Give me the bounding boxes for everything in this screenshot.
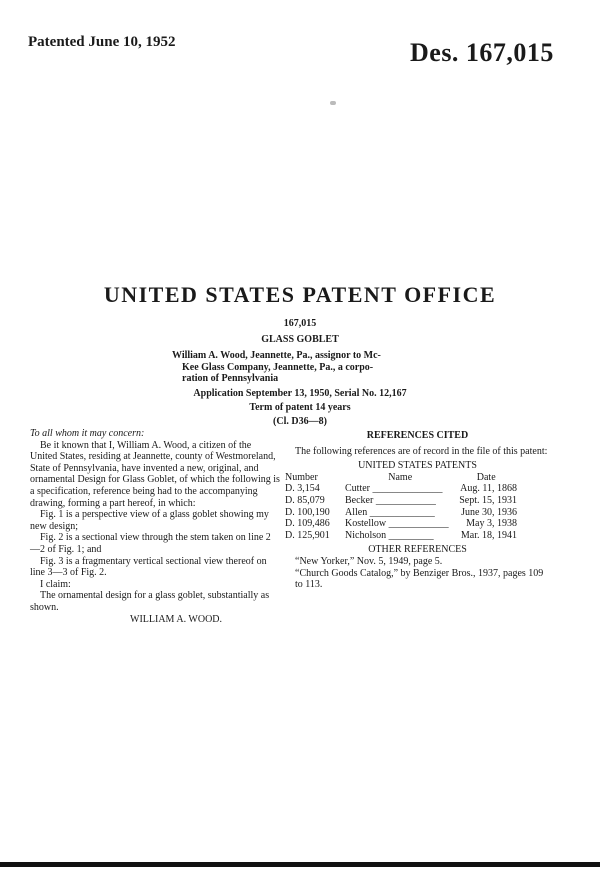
- cell-name: Nicholson _________: [345, 529, 434, 541]
- table-header-row: [285, 472, 517, 484]
- table-row: [285, 507, 517, 519]
- references-intro: The following references are of record in the file of this patent:: [295, 445, 548, 457]
- other-references-heading: OTHER REFERENCES: [368, 544, 467, 556]
- assignor-line: Kee Glass Company, Jeannette, Pa., a corpo-: [182, 361, 374, 373]
- table-row: [285, 495, 517, 507]
- us-patents-heading: UNITED STATES PATENTS: [358, 460, 477, 472]
- cell-date: Mar. 18, 1941: [460, 529, 517, 541]
- paragraph: The ornamental design for a glass goblet, substantially as shown.: [30, 590, 270, 613]
- patent-title: GLASS GOBLET: [261, 334, 339, 345]
- references-heading: REFERENCES CITED: [366, 430, 469, 441]
- other-reference: “Church Goods Catalog,” by Benziger Bros., 1937, pages 109 to 113.: [295, 567, 544, 591]
- references-column: [285, 430, 550, 591]
- assignor-line: ration of Pennsylvania: [182, 373, 279, 384]
- cell-number: D. 109,486: [285, 518, 330, 530]
- cell-date: June 30, 1936: [461, 506, 517, 518]
- cell-name: Kostellow ____________: [345, 518, 449, 530]
- cell-name: Cutter ______________: [345, 483, 443, 495]
- salutation: To all whom it may concern:: [30, 428, 145, 439]
- specification-column: [30, 428, 280, 625]
- bottom-rule: [0, 862, 600, 867]
- cell-name: Allen _____________: [345, 506, 435, 518]
- patent-number: 167,015: [283, 318, 317, 329]
- patented-date: Patented June 10, 1952: [28, 34, 176, 50]
- cell-date: Sept. 15, 1931: [459, 494, 517, 506]
- paragraph: I claim:: [40, 578, 71, 590]
- column-header: Date: [476, 471, 496, 483]
- cell-number: D. 3,154: [285, 483, 320, 495]
- assignor-line: William A. Wood, Jeannette, Pa., assignor to Mc-: [172, 350, 381, 361]
- assignor-block: [172, 350, 422, 385]
- cell-date: Aug. 11, 1868: [460, 483, 517, 495]
- cell-date: May 3, 1938: [466, 518, 517, 530]
- cell-number: D. 85,079: [285, 494, 325, 506]
- application-line: Application September 13, 1950, Serial No. 12,167: [193, 388, 407, 399]
- scan-speck: [330, 101, 336, 105]
- cell-number: D. 100,190: [285, 506, 330, 518]
- table-row: [285, 530, 517, 542]
- paragraph: Fig. 3 is a fragmentary vertical sectional view thereof on line 3—3 of Fig. 2.: [30, 555, 267, 579]
- office-heading: UNITED STATES PATENT OFFICE: [103, 282, 497, 307]
- cell-number: D. 125,901: [285, 529, 330, 541]
- paragraph: Fig. 2 is a sectional view through the stem taken on line 2—2 of Fig. 1; and: [30, 532, 271, 555]
- signature: WILLIAM A. WOOD.: [130, 613, 223, 625]
- design-number: Des. 167,015: [410, 38, 554, 67]
- references-table: [285, 472, 517, 542]
- table-row: [285, 483, 517, 495]
- other-reference: “New Yorker,” Nov. 5, 1949, page 5.: [295, 555, 443, 567]
- paragraph: Be it known that I, William A. Wood, a citizen of the United States, residing at Jeannette, county of Westmoreland, State of Pennsylvania, have invented a new, original, and ornamental Design for Glass Goblet, of which the following is a specification, reference being had to the accompanying drawing, forming a part hereof, in which:: [30, 439, 280, 509]
- classification: (Cl. D36—8): [273, 416, 327, 427]
- cell-name: Becker ____________: [345, 494, 436, 506]
- column-header: Number: [285, 471, 318, 483]
- paragraph: Fig. 1 is a perspective view of a glass goblet showing my new design;: [30, 509, 269, 532]
- table-row: [285, 518, 517, 530]
- column-header: Name: [388, 471, 413, 483]
- term-line: Term of patent 14 years: [249, 402, 351, 413]
